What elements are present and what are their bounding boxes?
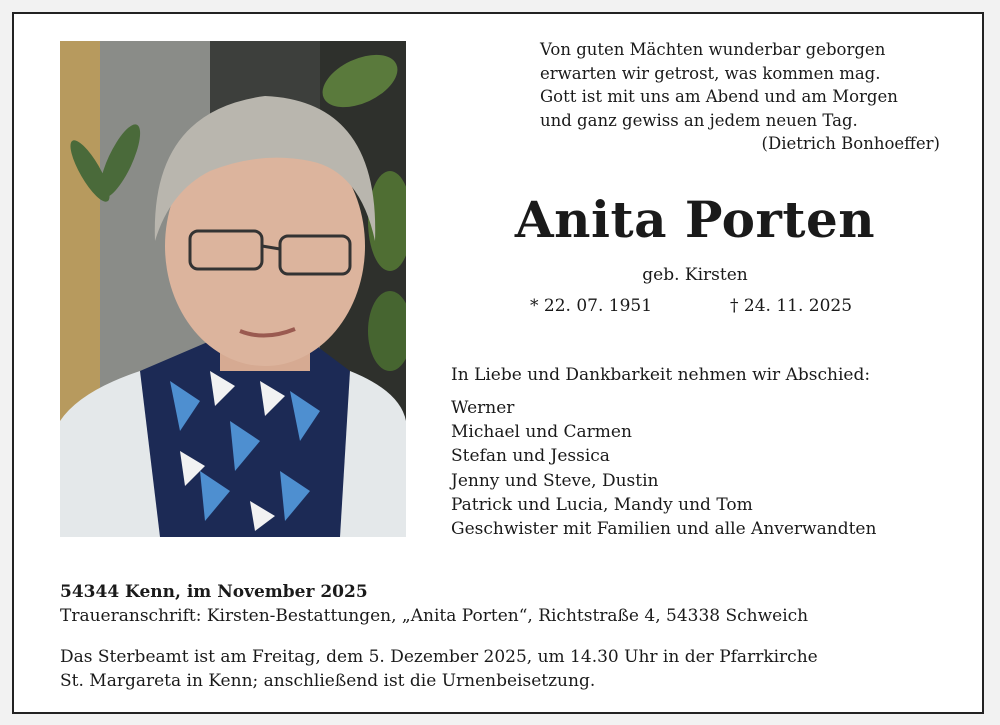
mourner-entry: Werner xyxy=(451,398,515,418)
mourner-entry: Patrick und Lucia, Mandy und Tom xyxy=(451,494,753,515)
mourner-entry: Michael und Carmen xyxy=(451,422,632,443)
quote-line: Gott ist mit uns am Abend und am Morgen xyxy=(540,87,898,106)
service-info xyxy=(60,645,960,693)
mourner-entry: Stefan und Jessica xyxy=(451,446,610,467)
service-line: St. Margareta in Kenn; anschließend ist die Urnenbeisetzung. xyxy=(60,671,596,691)
mourners-list xyxy=(451,396,876,541)
quote-line: Von guten Mächten wunderbar geborgen xyxy=(540,40,886,59)
quote-line: erwarten wir getrost, was kommen mag. xyxy=(540,63,881,83)
mourner-entry: Jenny und Steve, Dustin xyxy=(451,470,659,491)
portrait-photo xyxy=(60,41,406,537)
service-line: Das Sterbeamt ist am Freitag, dem 5. Dezember 2025, um 14.30 Uhr in der Pfarrkirche xyxy=(60,647,818,667)
birth-name: geb. Kirsten xyxy=(642,265,748,285)
mourner-entry: Geschwister mit Familien und alle Anverwandten xyxy=(451,519,877,540)
deceased-name: Anita Porten xyxy=(514,190,876,249)
birth-date: * 22. 07. 1951 xyxy=(530,296,653,316)
farewell-intro: In Liebe und Dankbarkeit nehmen wir Abschied: xyxy=(451,365,871,385)
place-date: 54344 Kenn, im November 2025 xyxy=(60,582,368,602)
mourning-address: Traueranschrift: Kirsten-Bestattungen, „Anita Porten“, Richtstraße 4, 54338 Schweich xyxy=(60,606,809,626)
quote-block xyxy=(540,38,940,156)
quote-author: (Dietrich Bonhoeffer) xyxy=(761,134,940,153)
quote-line: und ganz gewiss an jedem neuen Tag. xyxy=(540,110,858,130)
death-date: † 24. 11. 2025 xyxy=(730,296,853,316)
